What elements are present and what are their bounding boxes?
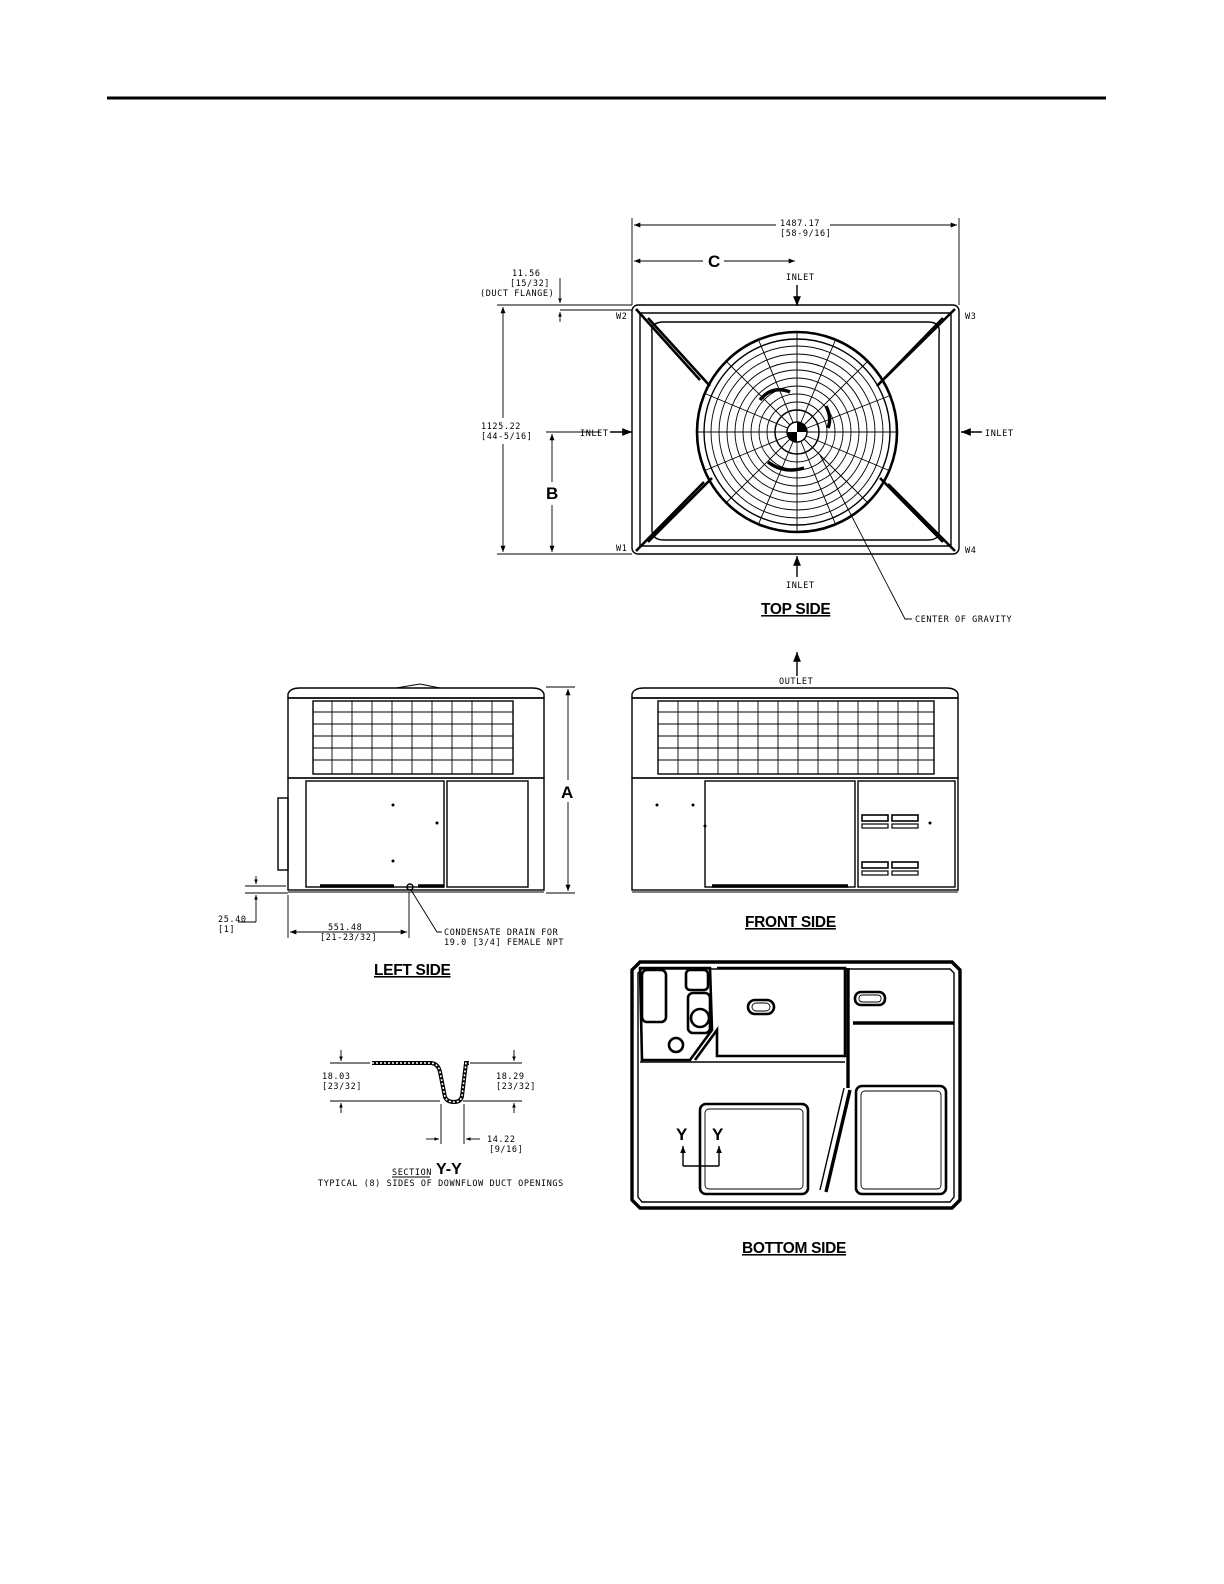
bottom-side-title: BOTTOM SIDE [742, 1240, 847, 1257]
drain-note-1: CONDENSATE DRAIN FOR [444, 928, 559, 938]
drain-note-2: 19.0 [3/4] FEMALE NPT [444, 938, 565, 948]
flange-dim: 11.56 [512, 269, 541, 279]
drain-offset-dim-in: [21-23/32] [320, 933, 378, 943]
front-side-title: FRONT SIDE [745, 914, 836, 931]
left-coil-grille [313, 701, 513, 774]
outlet-label: OUTLET [779, 677, 814, 687]
dim-b-label: B [546, 484, 559, 503]
inlet-top-label: INLET [786, 273, 815, 283]
left-side-view [218, 684, 575, 979]
section-left-dim: 18.03 [322, 1072, 351, 1082]
inlet-left-label: INLET [580, 429, 609, 439]
flange-dim-in: [15/32] [510, 279, 551, 289]
flange-note: (DUCT FLANGE) [480, 289, 555, 299]
corner-w3: W3 [965, 312, 977, 322]
return-duct-opening [856, 1086, 946, 1194]
left-side-title: LEFT SIDE [374, 962, 451, 979]
inlet-bottom-label: INLET [786, 581, 815, 591]
drain-leader [411, 890, 442, 932]
corner-w2: W2 [616, 312, 628, 322]
depth-dim: 1125.22 [481, 422, 522, 432]
front-side-view [632, 652, 958, 931]
dim-a-label: A [561, 783, 574, 802]
section-right-dim-in: [23/32] [496, 1082, 537, 1092]
section-name: Y-Y [436, 1161, 462, 1178]
top-side-title: TOP SIDE [761, 601, 831, 618]
bottom-side-view [632, 962, 960, 1257]
dim-c-label: C [708, 252, 721, 271]
front-coil-grille [658, 701, 934, 774]
center-of-gravity-label: CENTER OF GRAVITY [915, 615, 1013, 625]
section-right-dim: 18.29 [496, 1072, 525, 1082]
base-height-dim: 25.40 [218, 915, 247, 925]
depth-dim-in: [44-5/16] [481, 432, 533, 442]
corner-w1: W1 [616, 544, 628, 554]
section-y-y-view [318, 1050, 564, 1189]
inlet-right-label: INLET [985, 429, 1014, 439]
section-note: TYPICAL (8) SIDES OF DOWNFLOW DUCT OPENINGS [318, 1179, 564, 1189]
section-left-dim-in: [23/32] [322, 1082, 363, 1092]
top-side-view [480, 218, 1014, 625]
overall-width-dim-in: [58-9/16] [780, 229, 832, 239]
section-mark-right: Y [712, 1125, 724, 1144]
supply-duct-opening [700, 1104, 808, 1194]
front-louvers [862, 815, 918, 875]
drain-offset-dim: 551.48 [328, 923, 363, 933]
base-height-dim-in: [1] [218, 925, 236, 935]
section-width-dim-in: [9/16] [489, 1145, 524, 1155]
corner-w4: W4 [965, 546, 977, 556]
overall-width-dim: 1487.17 [780, 219, 821, 229]
section-mark-left: Y [676, 1125, 688, 1144]
section-prefix: SECTION [392, 1168, 433, 1178]
section-width-dim: 14.22 [487, 1135, 516, 1145]
